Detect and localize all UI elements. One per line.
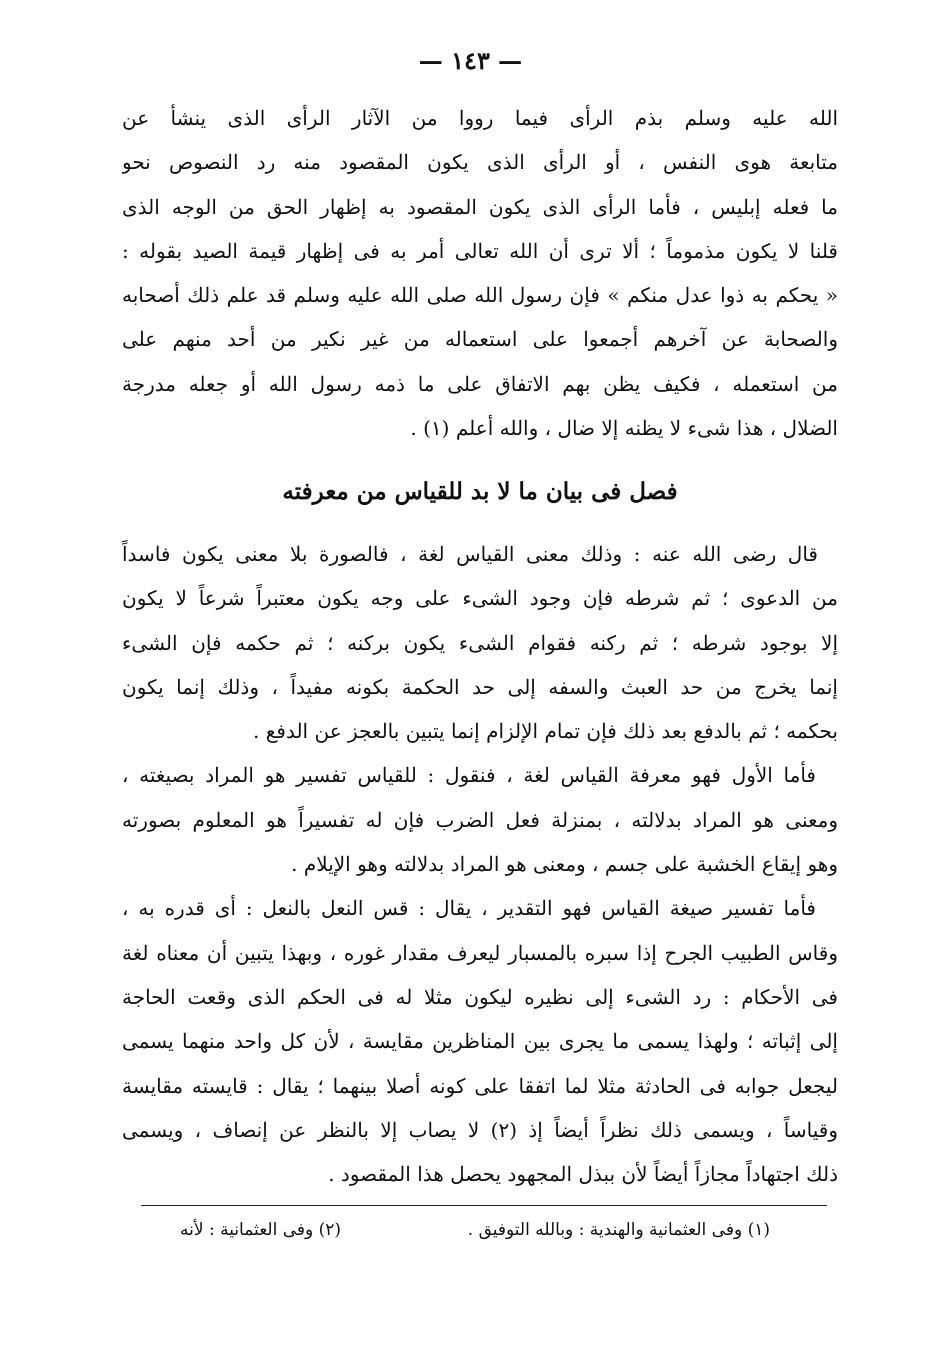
text-line: إنما يخرج من حد العبث والسفه إلى حد الحكمة بكونه مفيداً ، وذلك إنما يكون: [122, 674, 838, 699]
footnote-1: (١) وفى العثمانية والهندية : وبالله التوفيق .: [467, 1220, 770, 1240]
text-line: فأما تفسير صيغة القياس فهو التقدير ، يقال : قس النعل بالنعل : أى قدره به ،: [122, 896, 816, 921]
footnote-separator: [141, 1205, 827, 1206]
text-line: قلنا لا يكون مذموماً ؛ ألا ترى أن الله تعالى أمر به فى إظهار قيمة الصيد بقوله :: [122, 238, 838, 263]
section-body: [122, 532, 838, 1196]
text-line: ليجعل جوابه فى الحادثة مثلا لما اتفقا على كونه أصلا بينهما ؛ يقال : قايسته مقايسة: [122, 1073, 838, 1098]
text-line: من الدعوى ؛ ثم شرطه فإن وجود الشىء على وجه يكون معتبراً شرعاً لا يكون: [122, 586, 838, 611]
text-line: الضلال ، هذا شىء لا يظنه إلا ضال ، والله أعلم (١) .: [410, 416, 838, 441]
text-line: ذلك اجتهاداً مجازاً أيضاً لأن ببذل المجهود يحصل هذا المقصود .: [328, 1162, 838, 1187]
text-line: الله عليه وسلم بذم الرأى فيما رووا من الآثار الرأى الذى ينشأ عن: [122, 106, 838, 130]
page-number: — ١٤٣ —: [418, 46, 523, 75]
opening-paragraph: [122, 96, 838, 450]
text-line: وهو إيقاع الخشبة على جسم ، ومعنى هو المراد بدلالته وهو الإيلام .: [291, 852, 838, 877]
text-line: وقاس الطبيب الجرح إذا سبره بالمسبار ليعرف مقدار غوره ، وبهذا يتبين أن معناه لغة: [122, 940, 838, 965]
text-line: قال رضى الله عنه : وذلك معنى القياس لغة ، فالصورة بلا معنى يكون فاسداً: [122, 542, 818, 566]
text-line: إلى إثباته ؛ ولهذا يسمى ما يجرى بين المناظرين مقايسة ، لأن كل واحد منهما يسمى: [122, 1029, 838, 1054]
footnote-2: (٢) وفى العثمانية : لأنه: [180, 1220, 342, 1240]
text-line: من استعمله ، فكيف يظن بهم الاتفاق على ما ذمه رسول الله أو جعله مدرجة: [122, 371, 838, 396]
text-line: والصحابة عن آخرهم أجمعوا على استعماله من غير نكير من أحد منهم على: [122, 327, 838, 352]
text-line: ما فعله إبليس ، فأما الرأى الذى يكون المقصود به إظهار الحق من الوجه الذى: [122, 194, 838, 219]
text-line: فأما الأول فهو معرفة القياس لغة ، فنقول : للقياس تفسير هو المراد بصيغته ،: [122, 763, 816, 788]
text-line: « يحكم به ذوا عدل منكم » فإن رسول الله صلى الله عليه وسلم قد علم ذلك أصحابه: [122, 283, 838, 308]
text-line: وقياساً ، ويسمى ذلك نظراً أيضاً إذ (٢) لا يصاب إلا بالنظر عن إنصاف ، ويسمى: [122, 1117, 838, 1142]
text-line: متابعة هوى النفس ، أو الرأى الذى يكون المقصود منه رد النصوص نحو: [122, 150, 838, 175]
text-line: بحكمه ؛ ثم بالدفع بعد ذلك فإن تمام الإلزام إنما يتبين بالعجز عن الدفع .: [253, 719, 838, 744]
text-line: إلا بوجود شرطه ؛ ثم ركنه فقوام الشىء يكون بركنه ؛ ثم حكمه فإن الشىء: [122, 630, 838, 655]
footnotes: [180, 1220, 770, 1240]
text-line: ومعنى هو المراد بدلالته ، بمنزلة فعل الضرب فإن له تفسيراً هو المعلوم بصورته: [122, 807, 838, 832]
text-line: فى الأحكام : رد الشىء إلى نظيره ليكون مثلا له فى الحكم الذى وقعت الحاجة: [122, 984, 838, 1009]
section-heading: فصل فى بيان ما لا بد للقياس من معرفته: [282, 478, 678, 505]
